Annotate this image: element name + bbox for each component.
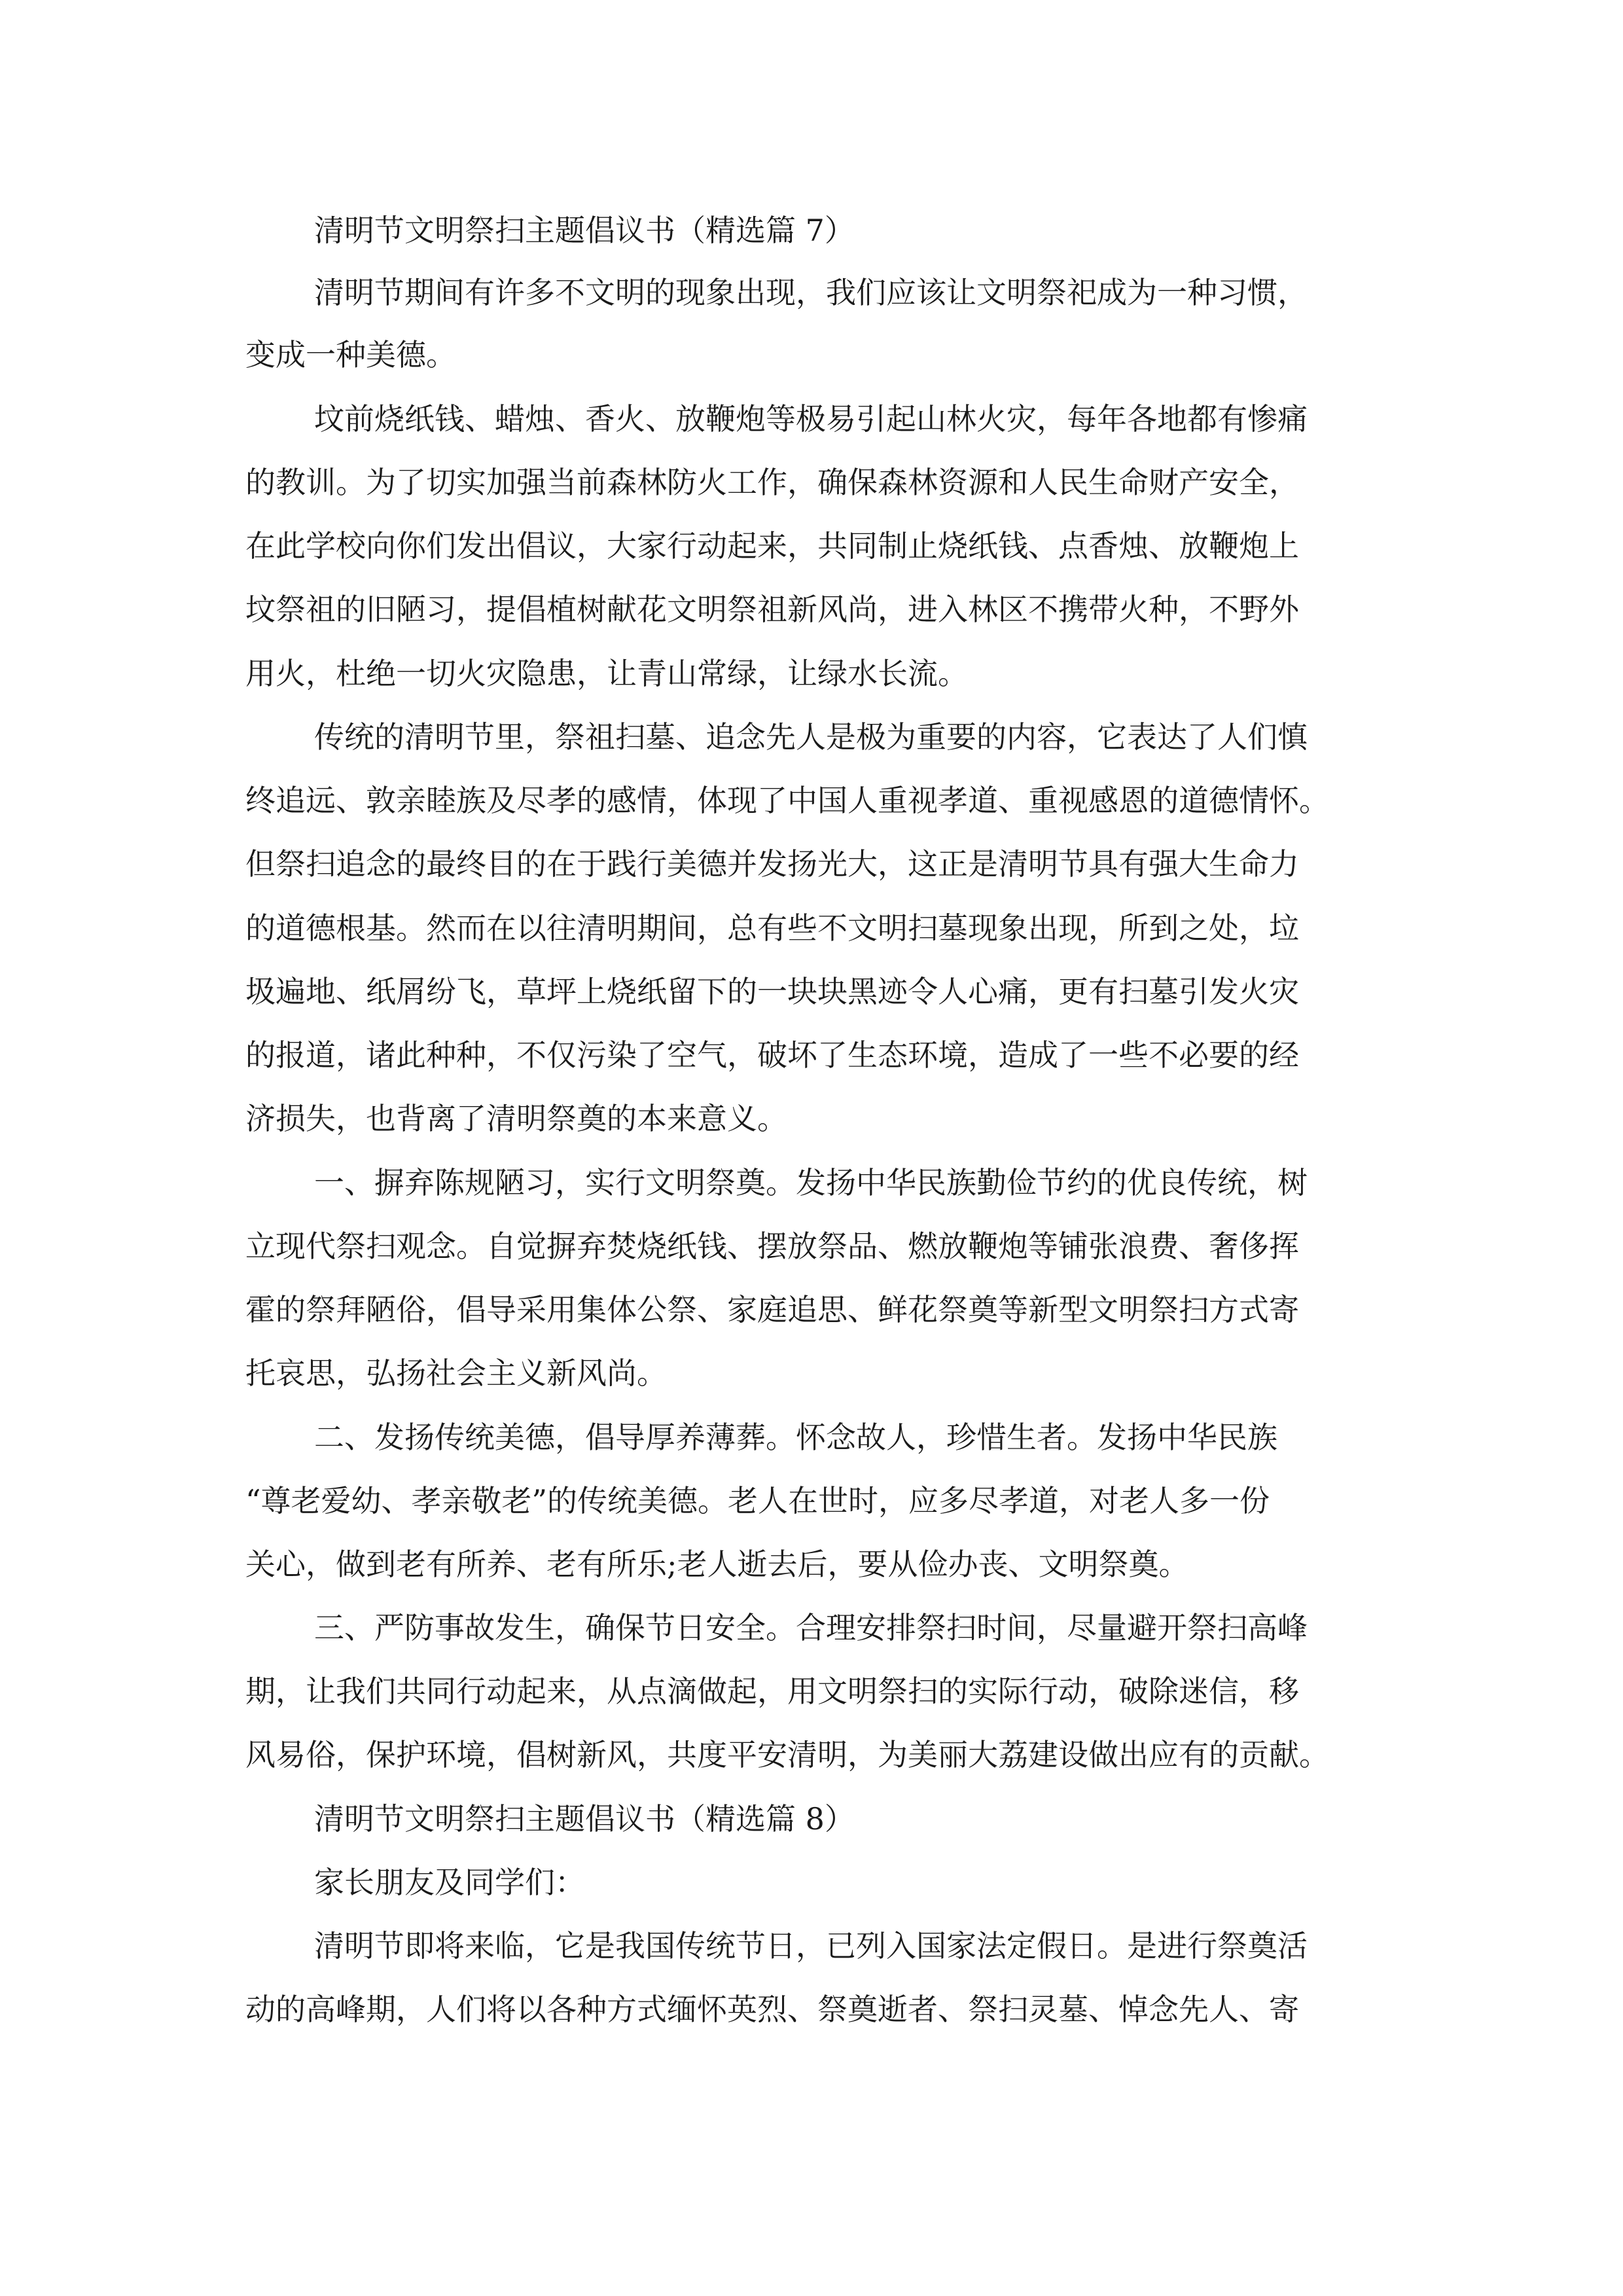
- paragraph-line: 清明节即将来临，它是我国传统节日，已列入国家法定假日。是进行祭奠活: [314, 1928, 1308, 1964]
- paragraph-line: 但祭扫追念的最终目的在于践行美德并发扬光大，这正是清明节具有强大生命力: [245, 846, 1299, 882]
- paragraph-line: 的报道，诸此种种，不仅污染了空气，破坏了生态环境，造成了一些不必要的经: [245, 1037, 1299, 1073]
- paragraph-line: “尊老爱幼、孝亲敬老”的传统美德。老人在世时，应多尽孝道，对老人多一份: [245, 1483, 1270, 1518]
- paragraph-line: 风易俗，保护环境，倡树新风，共度平安清明，为美丽大荔建设做出应有的贡献。: [245, 1737, 1329, 1772]
- paragraph-line: 一、摒弃陈规陋习，实行文明祭奠。发扬中华民族勤俭节约的优良传统，树: [314, 1165, 1308, 1200]
- paragraph-line: 立现代祭扫观念。自觉摒弃焚烧纸钱、摆放祭品、燃放鞭炮等铺张浪费、奢侈挥: [245, 1229, 1299, 1264]
- section-title: 清明节文明祭扫主题倡议书（精选篇 7）: [314, 213, 855, 248]
- paragraph-line: 在此学校向你们发出倡议，大家行动起来，共同制止烧纸钱、点香烛、放鞭炮上: [245, 528, 1299, 564]
- paragraph-line: 的道德根基。然而在以往清明期间，总有些不文明扫墓现象出现，所到之处，垃: [245, 910, 1299, 946]
- paragraph-line: 动的高峰期，人们将以各种方式缅怀英烈、祭奠逝者、祭扫灵墓、悼念先人、寄: [245, 1992, 1299, 2027]
- paragraph-line: 变成一种美德。: [245, 337, 456, 372]
- paragraph-line: 关心，做到老有所养、老有所乐;老人逝去后，要从俭办丧、文明祭奠。: [245, 1547, 1189, 1582]
- paragraph-line: 清明节期间有许多不文明的现象出现，我们应该让文明祭祀成为一种习惯，: [314, 275, 1308, 310]
- paragraph-line: 用火，杜绝一切火灾隐患，让青山常绿，让绿水长流。: [245, 656, 968, 691]
- paragraph-line: 霍的祭拜陋俗，倡导采用集体公祭、家庭追思、鲜花祭奠等新型文明祭扫方式寄: [245, 1292, 1299, 1327]
- paragraph-line: 托哀思，弘扬社会主义新风尚。: [245, 1355, 667, 1391]
- paragraph-line: 期，让我们共同行动起来，从点滴做起，用文明祭扫的实际行动，破除迷信，移: [245, 1674, 1299, 1709]
- paragraph-line: 终追远、敦亲睦族及尽孝的感情，体现了中国人重视孝道、重视感恩的道德情怀。: [245, 783, 1329, 818]
- paragraph-line: 传统的清明节里，祭祖扫墓、追念先人是极为重要的内容，它表达了人们慎: [314, 719, 1308, 755]
- paragraph-line: 济损失，也背离了清明祭奠的本来意义。: [245, 1101, 787, 1136]
- section-title: 清明节文明祭扫主题倡议书（精选篇 8）: [314, 1801, 855, 1837]
- paragraph-line: 坟前烧纸钱、蜡烛、香火、放鞭炮等极易引起山林火灾，每年各地都有惨痛: [314, 401, 1308, 437]
- paragraph-line: 二、发扬传统美德，倡导厚养薄葬。怀念故人，珍惜生者。发扬中华民族: [314, 1420, 1277, 1455]
- paragraph-line: 坟祭祖的旧陋习，提倡植树献花文明祭祖新风尚，进入林区不携带火种，不野外: [245, 592, 1299, 627]
- paragraph-line: 圾遍地、纸屑纷飞，草坪上烧纸留下的一块块黑迹令人心痛，更有扫墓引发火灾: [245, 974, 1299, 1009]
- paragraph-line: 的教训。为了切实加强当前森林防火工作，确保森林资源和人民生命财产安全，: [245, 465, 1299, 500]
- salutation: 家长朋友及同学们：: [314, 1865, 585, 1900]
- paragraph-line: 三、严防事故发生，确保节日安全。合理安排祭扫时间，尽量避开祭扫高峰: [314, 1610, 1308, 1645]
